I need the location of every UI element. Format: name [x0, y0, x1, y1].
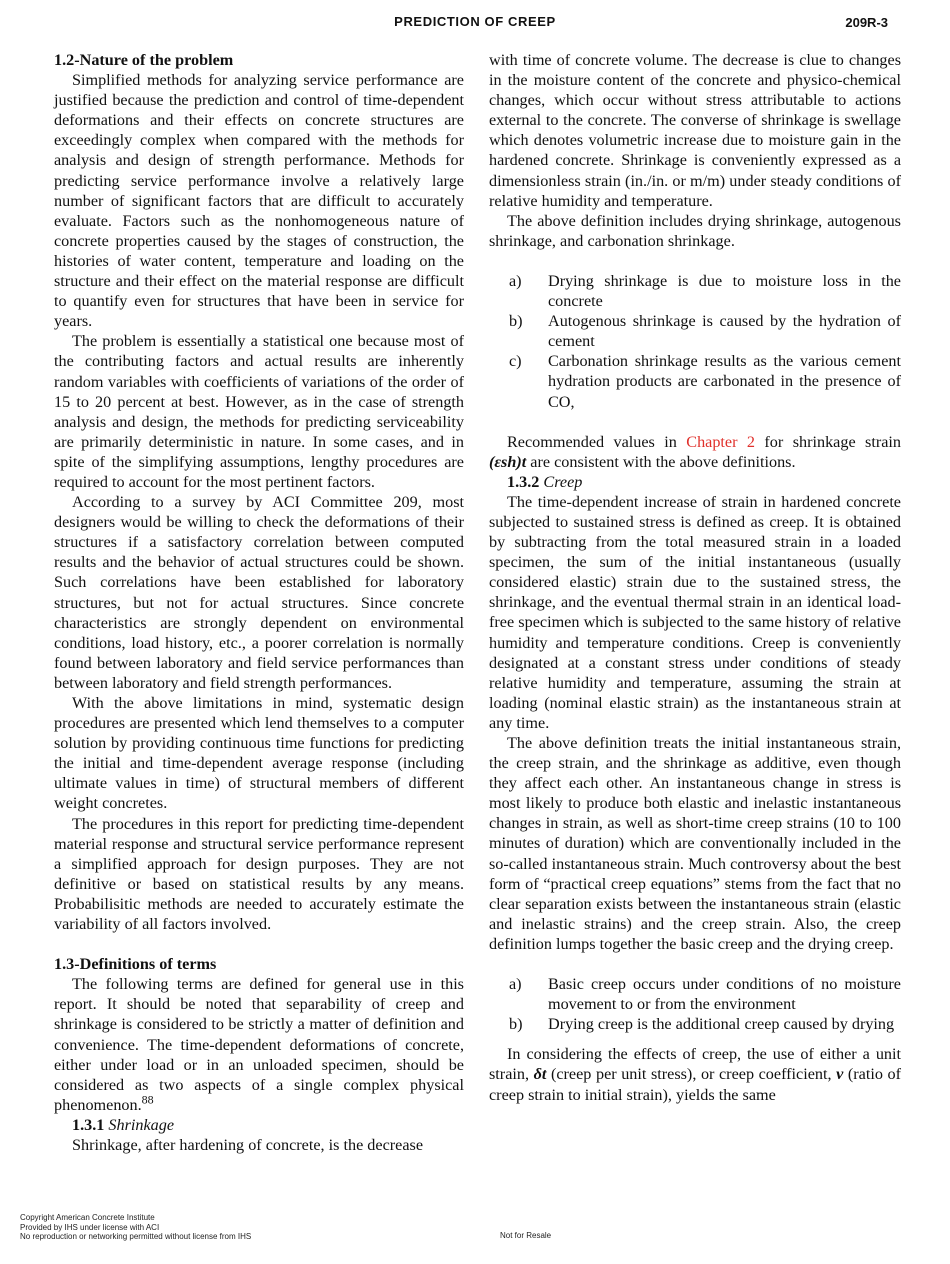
paragraph: The procedures in this report for predicting time-dependent material response and structural service performance represent a simplified approach for design purposes. They are not definitive or based on statistical results by any means. Probabilisitic methods are needed to accurately estimate the variability of all factors involved.	[54, 814, 464, 934]
paragraph: Recommended values in Chapter 2 for shrinkage strain (εsh)t are consistent with the above definitions.	[489, 432, 902, 471]
paragraph: The following terms are defined for general use in this report. It should be noted that separability of creep and shrinkage is considered to be strictly a matter of definition and convenience. The time-dependent deformations of concrete, either under load or in an unloaded specimen, should be considered as two aspects of a single complex physical phenomenon.$^{88}$	[54, 975, 464, 1114]
shrinkage-strain-symbol: (εsh)t	[489, 452, 527, 471]
subsection-heading-1-3-1: 1.3.1 Shrinkage	[72, 1115, 175, 1134]
subsection-heading-1-3-2: 1.3.2 Creep	[507, 472, 583, 491]
paragraph: The above definition treats the initial instantaneous strain, the creep strain, and the shrinkage as additive, even though they affect each other. An instantaneous change in stress is most likely to produce both elastic and inelastic instantaneous changes in strain, as well as short-time creep strains (10 to 100 minutes of duration) which are conventionally included in the so-called instantaneous strain. Much controversy about the best form of “practical creep equations” stems from the fact that no clear separation exists between the instantaneous strain (elastic and inelastic strains) and the creep strain. Also, the creep definition lumps together the basic creep and the drying creep.	[489, 734, 901, 953]
left-column	[54, 50, 464, 1155]
list-item: a) Basic creep occurs under conditions of no moisture movement to or from the environment	[509, 975, 901, 1014]
shrinkage-types-list	[489, 271, 901, 412]
not-for-resale-notice: Not for Resale	[500, 1231, 552, 1240]
paragraph: Simplified methods for analyzing service performance are justified because the prediction and control of time-dependent deformations and their effects on concrete structures are exceedingly complex when compared with the methods for analysis and design of strength performance. Methods for predicting service performance involve a relatively large number of significant factors that are difficult to accurately evaluate. Factors such as the nonhomogeneous nature of concrete properties caused by the stages of construction, the histories of water content, temperature and loading on the structure and their effect on the material response are difficult to quantify even for structures that have been in service for years.	[54, 71, 464, 331]
creep-types-list	[489, 974, 901, 1034]
creep-coefficient-symbol: ν	[836, 1065, 844, 1084]
list-item: b) Autogenous shrinkage is caused by the hydration of cement	[509, 312, 901, 351]
paragraph: With the above limitations in mind, systematic design procedures are presented which lend themselves to a computer solution by providing continuous time functions for predicting the initial and time-dependent average response (including ultimate values in time) of structural members of different weight concretes.	[54, 694, 464, 813]
paragraph: The above definition includes drying shrinkage, autogenous shrinkage, and carbonation shrinkage.	[489, 211, 901, 250]
running-header-title: PREDICTION OF CREEP	[394, 14, 556, 29]
right-column	[489, 50, 901, 1105]
section-heading-1-2: 1.2-Nature of the problem	[54, 51, 234, 69]
list-item: c) Carbonation shrinkage results as the various cement hydration products are carbonated in the presence of CO,	[509, 352, 901, 411]
section-heading-1-3: 1.3-Definitions of terms	[54, 955, 217, 974]
paragraph: The problem is essentially a statistical one because most of the contributing factors and actual results are inherently random variables with coefficients of variations of the order of 15 to 20 percent at best. However, as in the case of strength analysis and design, the methods for predicting serviceability are primarily deterministic in nature. In some cases, and in spite of the simplifying assumptions, lengthy procedures are required to account for the most pertinent factors.	[54, 332, 464, 491]
paragraph: In considering the effects of creep, the use of either a unit strain, δt (creep per unit stress), or creep coefficient, ν (ratio of creep strain to initial strain), yields the same	[489, 1045, 902, 1104]
list-item: a) Drying shrinkage is due to moisture loss in the concrete	[509, 271, 901, 311]
page-number: 209R-3	[845, 15, 888, 30]
copyright-notice: Copyright American Concrete Institute Provided by IHS under license with ACI No reproduction or networking permitted without license from IHS	[20, 1213, 252, 1241]
paragraph: with time of concrete volume. The decrease is clue to changes in the moisture content of the concrete and physico-chemical changes, which occur without stress attributable to actions external to the concrete. The converse of shrinkage is swellage which denotes volumetric increase due to moisture gain in the hardened concrete. Shrinkage is conveniently expressed as a dimensionless strain (in./in. or m/m) under steady conditions of relative humidity and temperature.	[489, 51, 901, 210]
paragraph: Shrinkage, after hardening of concrete, is the decrease	[72, 1135, 424, 1154]
footnote-mark: 88	[141, 1092, 154, 1107]
paragraph: According to a survey by ACI Committee 209, most designers would be willing to check the deformations of their structures if a satisfactory correlation between computed results and the behavior of actual structures could be shown. Such correlations have been established for laboratory structures, but not for actual structures. Since concrete characteristics are strongly dependent on environmental conditions, load history, etc., a poorer correlation is normally found between laboratory and field service performances than between laboratory and field strength performances.	[54, 493, 464, 692]
chapter-2-link[interactable]: Chapter 2	[686, 432, 756, 451]
paragraph: The time-dependent increase of strain in hardened concrete subjected to sustained stress is defined as creep. It is obtained by subtracting from the total measured strain in a loaded specimen, the sum of the initial instantaneous (usually considered elastic) strain due to the sustained stress, the shrinkage, and the eventual thermal strain in an identical load-free specimen which is subjected to the same history of relative humidity and temperature conditions. Creep is conveniently designated at a constant stress under conditions of steady relative humidity and temperature, assuming the strain at loading (nominal elastic strain) as the instantaneous strain at any time.	[489, 492, 901, 732]
list-item: b) Drying creep is the additional creep caused by drying	[509, 1015, 895, 1034]
unit-strain-symbol: δt	[533, 1065, 547, 1084]
